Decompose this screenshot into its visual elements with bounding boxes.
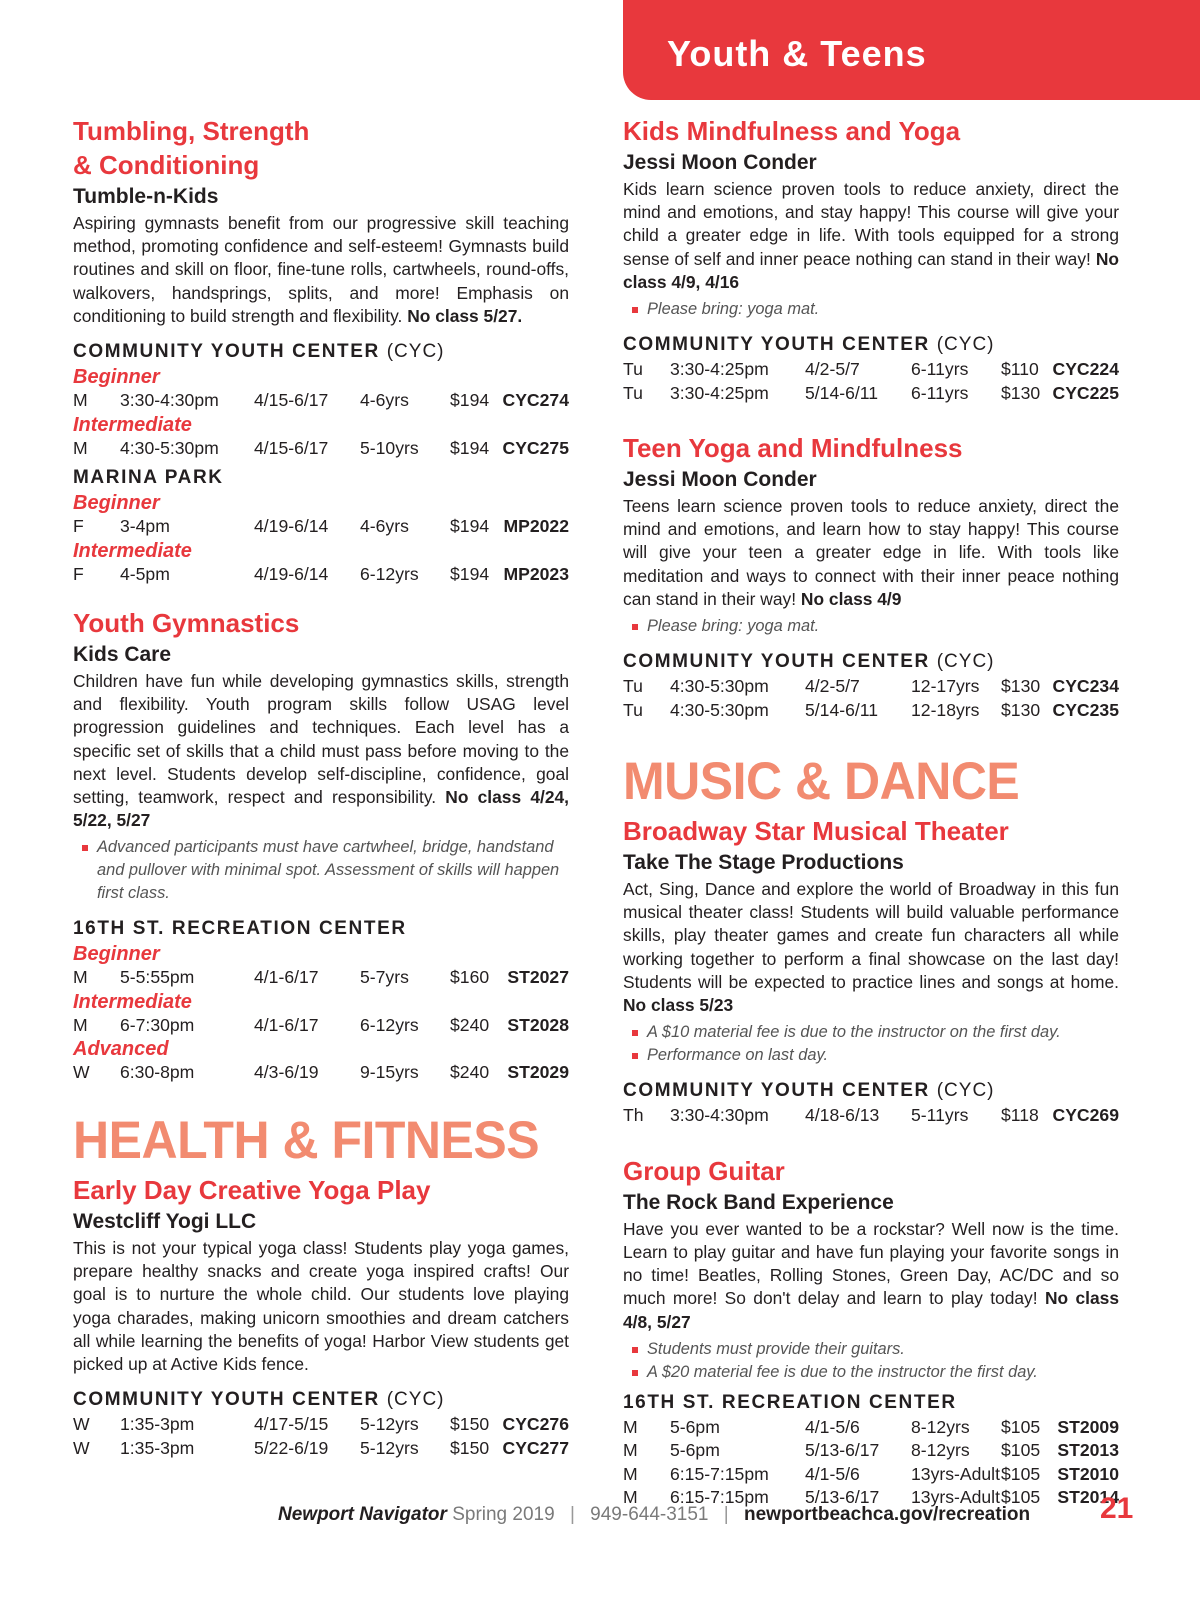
course-instructor: Jessi Moon Conder [623,468,817,492]
course-early-day-yoga [73,1173,569,1460]
class-row: Tu 3:30-4:25pm 4/2-5/7 6-11yrs $110 CYC224 [623,358,1119,382]
class-row: Tu 4:30-5:30pm 4/2-5/7 12-17yrs $130 CYC234 [623,675,1119,699]
class-row: Tu 3:30-4:25pm 5/14-6/11 6-11yrs $130 CYC225 [623,382,1119,406]
location-heading: COMMUNITY YOUTH CENTER (CYC) [73,1389,445,1411]
level-label: Intermediate [73,413,192,436]
course-title: Broadway Star Musical Theater [623,816,1009,847]
class-row: M 5-6pm 5/13-6/17 8-12yrs $105 ST2013 [623,1439,1119,1463]
class-row: Th 3:30-4:30pm 4/18-6/13 5-11yrs $118 CYC269 [623,1104,1119,1128]
location-heading: COMMUNITY YOUTH CENTER (CYC) [73,341,445,363]
course-description: Act, Sing, Dance and explore the world of Broadway in this fun musical theater class! Students will build valuable performance skills, play theater games and create fun characters all while working together to perform a final showcase on the last day! Students will be expected to practice lines and songs at home. No class 5/23 [623,879,1119,1016]
course-group-guitar [623,1154,1119,1510]
level-label: Beginner [73,492,160,515]
category-heading: MUSIC & DANCE [623,751,1020,811]
class-row: M 6:15-7:15pm 5/13-6/17 13yrs-Adult $105 ST2014 [623,1486,1119,1510]
course-broadway [623,814,1119,1128]
no-class-note: No class 4/24, 5/22, 5/27 [73,787,570,831]
course-description: Teens learn science proven tools to reduce anxiety, direct the mind and emotions, and learn how to stay happy! This course will give your teen a greater edge in life. With tools like meditation and ways to connect with their inner peace nothing can stand in their way! No class 4/9 [623,496,1119,609]
location-heading: 16TH ST. RECREATION CENTER [73,918,407,940]
class-code: ST2009 [1057,1416,1119,1437]
location-heading: COMMUNITY YOUTH CENTER (CYC) [623,334,995,356]
class-code: MP2022 [503,516,569,537]
class-code: ST2010 [1057,1463,1119,1484]
footer-separator: | [569,1504,575,1525]
footer-phone: 949-644-3151 [590,1504,709,1525]
right-column [623,114,1119,1510]
location-heading: 16TH ST. RECREATION CENTER [623,1391,957,1413]
course-description: Children have fun while developing gymnastics skills, strength and flexibility. Youth program skills follow USAG level progression guidelines and techniques. Each level has a specific set of skills that a child must pass before moving to the next level. Students develop self-discipline, confidence, goal setting, teamwork, respect and responsibility. No class 4/24, 5/22, 5/27 [73,671,570,831]
class-row: Tu 4:30-5:30pm 5/14-6/11 12-18yrs $130 CYC235 [623,699,1119,723]
course-instructor: Kids Care [73,643,172,667]
course-title: Kids Mindfulness and Yoga [623,116,961,146]
class-code: CYC277 [502,1437,569,1458]
footer-url[interactable]: newportbeachca.gov/recreation [744,1504,1031,1525]
course-instructor: Tumble-n-Kids [73,185,219,208]
course-description: Kids learn science proven tools to reduce anxiety, direct the mind and emotions, and stay happy! This course will give your child a greater edge in life. With tools equipped for a strong sense of self and inner peace nothing can stand in their way! No class 4/9, 4/16 [623,179,1119,292]
level-label: Beginner [73,943,160,966]
page-footer [278,1502,1030,1528]
left-column [73,114,569,1460]
class-row: F 4-5pm 4/19-6/14 6-12yrs $194 MP2023 [73,563,569,587]
course-kids-mindfulness [623,114,1119,405]
class-code: CYC225 [1052,382,1119,403]
class-row: M 5-6pm 4/1-5/6 8-12yrs $105 ST2009 [623,1416,1119,1440]
level-label: Beginner [73,366,160,389]
class-code: CYC235 [1052,699,1119,720]
class-code: CYC274 [502,390,569,411]
class-code: ST2014 [1057,1487,1119,1508]
notes-list [623,1338,1119,1384]
banner-title: Youth & Teens [667,33,927,74]
class-code: CYC275 [502,437,569,458]
class-code: MP2023 [503,563,569,584]
course-instructor: Jessi Moon Conder [623,151,817,174]
class-code: ST2013 [1057,1440,1119,1461]
location-heading: MARINA PARK [73,467,224,489]
course-description: Have you ever wanted to be a rockstar? Well now is the time. Learn to play guitar and have fun playing your favorite songs in no time! Beatles, Rolling Stones, Green Day, AC/DC and so much more! So don't delay and learn to play today! No class 4/8, 5/27 [623,1218,1119,1332]
note-item: Please bring: yoga mat. [647,615,1119,638]
page-number: 21 [1100,1492,1134,1525]
class-row: M 3:30-4:30pm 4/15-6/17 4-6yrs $194 CYC274 [73,389,569,413]
no-class-note: No class 4/9 [800,588,902,609]
course-description: This is not your typical yoga class! Students play yoga games, prepare healthy snacks and create yoga inspired crafts! Our goal is to nurture the whole child. Our students love playing yoga charades, making unicorn smoothies and dream catchers all while learning the benefits of yoga! Harbor View students get picked up at Active Kids fence. [73,1237,569,1374]
footer-separator: | [723,1504,729,1525]
notes-list [623,615,1119,638]
course-instructor: The Rock Band Experience [623,1190,894,1214]
class-code: ST2027 [507,967,569,988]
course-tumbling [73,114,569,586]
notes-list [623,298,1119,321]
no-class-note: No class 5/23 [623,995,734,1016]
level-label: Advanced [73,1038,169,1061]
course-title: Group Guitar [623,1155,785,1186]
class-row: M 6-7:30pm 4/1-6/17 6-12yrs $240 ST2028 [73,1014,569,1038]
publication-season: Spring 2019 [452,1504,555,1525]
class-code: ST2028 [507,1014,569,1035]
class-code: ST2029 [507,1062,569,1083]
course-teen-yoga [623,431,1119,722]
course-instructor: Take The Stage Productions [623,851,904,875]
notes-list [623,1021,1119,1067]
course-description: Aspiring gymnasts benefit from our progressive skill teaching method, promoting confidence and self-esteem! Gymnasts build routines and skill on floor, fine-tune rolls, cartwheels, round-offs, walkovers, handsprings, splits, and more! Emphasis on conditioning to build strength and flexibility. No class 5/27. [73,213,569,326]
class-code: CYC234 [1052,676,1119,697]
note-item: Performance on last day. [647,1044,1119,1067]
course-title: Teen Yoga and Mindfulness [623,433,963,464]
course-title: Tumbling, Strength & Conditioning [73,116,310,180]
note-item: A $10 material fee is due to the instructor on the first day. [647,1021,1119,1044]
note-item: Advanced participants must have cartwheel, bridge, handstand and pullover with minimal spot. Assessment of skills will happen first class. [97,836,569,905]
class-row: W 6:30-8pm 4/3-6/19 9-15yrs $240 ST2029 [73,1061,569,1085]
no-class-note: No class 4/8, 5/27 [623,1288,1119,1332]
note-item: Students must provide their guitars. [647,1338,1119,1361]
section-banner [623,0,1200,100]
class-code: CYC269 [1052,1105,1119,1126]
note-item: Please bring: yoga mat. [647,298,1119,321]
class-row: M 6:15-7:15pm 4/1-5/6 13yrs-Adult $105 ST2010 [623,1463,1119,1487]
course-instructor: Westcliff Yogi LLC [73,1209,257,1233]
publication-name: Newport Navigator [278,1504,447,1525]
class-row: W 1:35-3pm 5/22-6/19 5-12yrs $150 CYC277 [73,1437,569,1461]
no-class-note: No class 5/27. [407,305,523,326]
class-row: M 4:30-5:30pm 4/15-6/17 5-10yrs $194 CYC275 [73,437,569,461]
class-row: W 1:35-3pm 4/17-5/15 5-12yrs $150 CYC276 [73,1413,569,1437]
note-item: A $20 material fee is due to the instructor the first day. [647,1361,1119,1384]
class-code: CYC276 [502,1414,569,1435]
course-title: Youth Gymnastics [73,608,300,639]
no-class-note: No class 4/9, 4/16 [623,248,1119,292]
level-label: Intermediate [73,990,192,1013]
course-youth-gymnastics [73,606,569,1085]
notes-list [73,836,569,905]
class-row: F 3-4pm 4/19-6/14 4-6yrs $194 MP2022 [73,515,569,539]
level-label: Intermediate [73,539,192,562]
class-row: M 5-5:55pm 4/1-6/17 5-7yrs $160 ST2027 [73,966,569,990]
course-title: Early Day Creative Yoga Play [73,1174,431,1205]
location-heading: COMMUNITY YOUTH CENTER (CYC) [623,651,995,673]
location-heading: COMMUNITY YOUTH CENTER (CYC) [623,1080,995,1102]
class-code: CYC224 [1052,359,1119,380]
category-heading: HEALTH & FITNESS [73,1110,540,1170]
